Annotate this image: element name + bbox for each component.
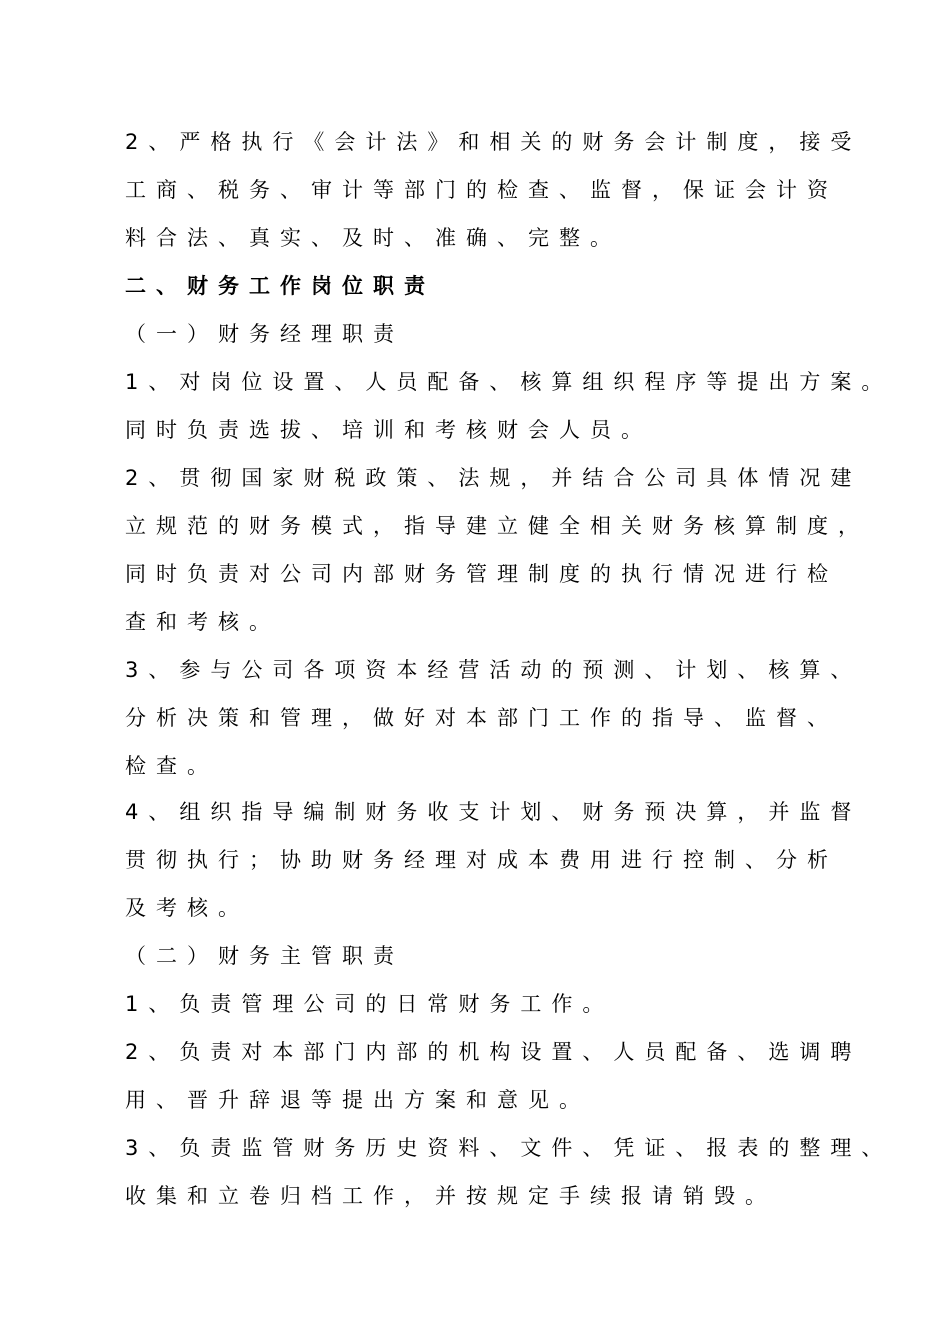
text-line: 立规范的财务模式，指导建立健全相关财务核算制度，	[125, 514, 869, 538]
text-line: 2、贯彻国家财税政策、法规，并结合公司具体情况建	[125, 466, 862, 490]
text-line: 同时负责对公司内部财务管理制度的执行情况进行检	[125, 562, 838, 586]
text-line: 料合法、真实、及时、准确、完整。	[125, 226, 621, 250]
text-line: 2、负责对本部门内部的机构设置、人员配备、选调聘	[125, 1040, 862, 1064]
text-line: 4、组织指导编制财务收支计划、财务预决算，并监督	[125, 800, 862, 824]
subsection-heading: （二）财务主管职责	[125, 944, 404, 968]
text-line: 贯彻执行；协助财务经理对成本费用进行控制、分析	[125, 848, 838, 872]
text-line: 收集和立卷归档工作，并按规定手续报请销毁。	[125, 1184, 776, 1208]
text-line: 3、参与公司各项资本经营活动的预测、计划、核算、	[125, 658, 862, 682]
text-line: 分析决策和管理，做好对本部门工作的指导、监督、	[125, 706, 838, 730]
text-line: 1、负责管理公司的日常财务工作。	[125, 992, 614, 1016]
text-line: 同时负责选拔、培训和考核财会人员。	[125, 418, 652, 442]
section-heading: 二、财务工作岗位职责	[125, 274, 435, 298]
text-line: 2、严格执行《会计法》和相关的财务会计制度，接受	[125, 130, 862, 154]
text-line: 及考核。	[125, 896, 249, 920]
text-line: 工商、税务、审计等部门的检查、监督，保证会计资	[125, 178, 838, 202]
text-line: 3、负责监管财务历史资料、文件、凭证、报表的整理、	[125, 1136, 893, 1160]
text-line: 1、对岗位设置、人员配备、核算组织程序等提出方案。	[125, 370, 893, 394]
text-line: 查和考核。	[125, 610, 280, 634]
text-line: 检查。	[125, 754, 218, 778]
text-line: 用、晋升辞退等提出方案和意见。	[125, 1088, 590, 1112]
subsection-heading: （一）财务经理职责	[125, 322, 404, 346]
